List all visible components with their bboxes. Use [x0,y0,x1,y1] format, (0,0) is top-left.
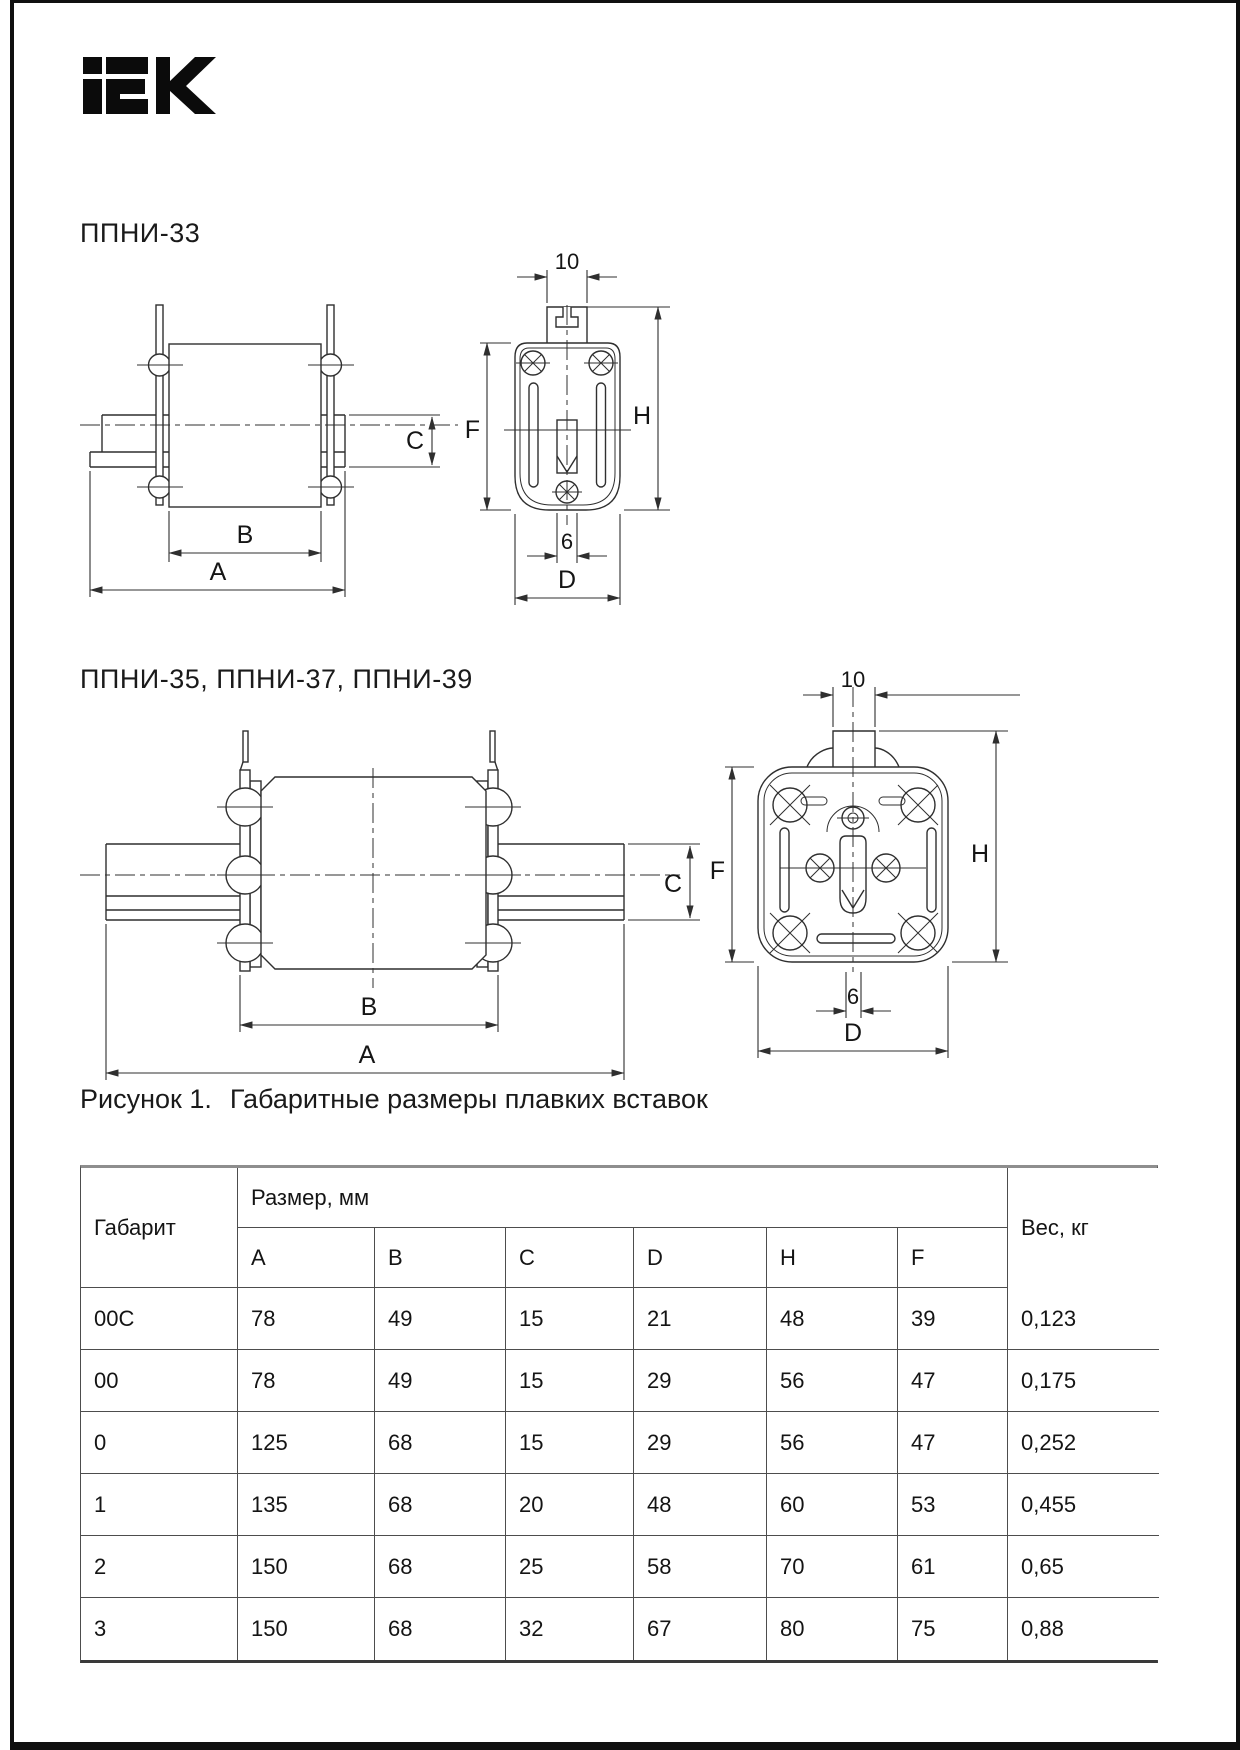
ppni35-front-view [758,687,948,972]
table-cell-c: 32 [506,1598,634,1660]
table-cell-gabarit: 00 [81,1350,238,1412]
table-cell-f: 47 [898,1412,1008,1474]
table-header-gabarit: Габарит [81,1168,238,1288]
figure-caption [80,1084,708,1115]
dim-label-c: C [405,427,424,455]
table-cell-c: 15 [506,1288,634,1350]
drawing2-title: ППНИ-35, ППНИ-37, ППНИ-39 [80,664,473,694]
table-cell-c: 15 [506,1350,634,1412]
dim-label-d: D [557,566,577,594]
table-cell-a: 135 [238,1474,375,1536]
dim-label-h: H [632,402,651,430]
table-cell-a: 150 [238,1598,375,1660]
table-cell-d: 29 [634,1350,767,1412]
dim-label-a: A [209,558,227,586]
dim-label-a: A [358,1041,376,1069]
ppni35-side-view [80,731,680,988]
table-cell-a: 125 [238,1412,375,1474]
table-subheader-h: H [767,1228,898,1288]
table-cell-a: 78 [238,1288,375,1350]
ppni35-front-dimensions [710,667,1020,1058]
table-cell-weight: 0,175 [1008,1350,1159,1412]
table-cell-b: 49 [375,1288,506,1350]
table-cell-gabarit: 0 [81,1412,238,1474]
table-cell-h: 80 [767,1598,898,1660]
dim-label-6: 6 [560,529,574,554]
figure-caption-text: Габаритные размеры плавких вставок [229,1084,708,1114]
table-cell-a: 150 [238,1536,375,1598]
dimensions-table [80,1165,1158,1663]
dim-label-c: C [663,870,682,898]
table-cell-a: 78 [238,1350,375,1412]
table-subheader-a: A [238,1228,375,1288]
table-cell-b: 68 [375,1474,506,1536]
table-cell-f: 75 [898,1598,1008,1660]
dim-label-f: F [709,857,725,885]
table-cell-f: 47 [898,1350,1008,1412]
table-cell-gabarit: 2 [81,1536,238,1598]
dim-label-f: F [464,416,480,444]
dim-label-10: 10 [554,249,580,274]
table-cell-b: 49 [375,1350,506,1412]
table-cell-b: 68 [375,1412,506,1474]
table-cell-b: 68 [375,1598,506,1660]
table-cell-weight: 0,123 [1008,1288,1159,1350]
table-cell-h: 60 [767,1474,898,1536]
table-subheader-b: B [375,1228,506,1288]
table-cell-d: 21 [634,1288,767,1350]
dim-label-d: D [843,1019,863,1047]
iek-logo-icon [83,56,218,116]
table-cell-d: 48 [634,1474,767,1536]
table-cell-c: 15 [506,1412,634,1474]
table-cell-d: 67 [634,1598,767,1660]
table-cell-c: 20 [506,1474,634,1536]
dim-label-6: 6 [846,984,860,1009]
table-cell-d: 29 [634,1412,767,1474]
table-header-size: Размер, мм [238,1168,1008,1228]
table-subheader-c: C [506,1228,634,1288]
ppni-33-dimensional-drawing [80,245,700,620]
table-subheader-d: D [634,1228,767,1288]
dim-label-h: H [970,840,989,868]
table-subheader-f: F [898,1228,1008,1288]
table-cell-weight: 0,455 [1008,1474,1159,1536]
table-cell-gabarit: 3 [81,1598,238,1660]
table-cell-f: 39 [898,1288,1008,1350]
table-cell-h: 56 [767,1412,898,1474]
dim-label-b: B [236,521,254,549]
table-cell-h: 48 [767,1288,898,1350]
table-cell-weight: 0,65 [1008,1536,1159,1598]
table-cell-gabarit: 00C [81,1288,238,1350]
table-cell-h: 70 [767,1536,898,1598]
ppni33-front-view [504,305,631,525]
table-cell-gabarit: 1 [81,1474,238,1536]
table-cell-weight: 0,252 [1008,1412,1159,1474]
figure-caption-number: Рисунок 1. [80,1084,212,1114]
table-header-weight: Вес, кг [1008,1168,1159,1288]
table-cell-b: 68 [375,1536,506,1598]
table-cell-weight: 0,88 [1008,1598,1159,1660]
ppni-35-37-39-dimensional-drawing [80,640,1060,1100]
dim-label-10: 10 [840,667,866,692]
ppni33-side-view [80,305,458,507]
table-cell-c: 25 [506,1536,634,1598]
dim-label-b: B [360,993,378,1021]
table-cell-d: 58 [634,1536,767,1598]
table-cell-f: 61 [898,1536,1008,1598]
drawing1-title: ППНИ-33 [80,218,201,248]
table-cell-h: 56 [767,1350,898,1412]
table-cell-f: 53 [898,1474,1008,1536]
